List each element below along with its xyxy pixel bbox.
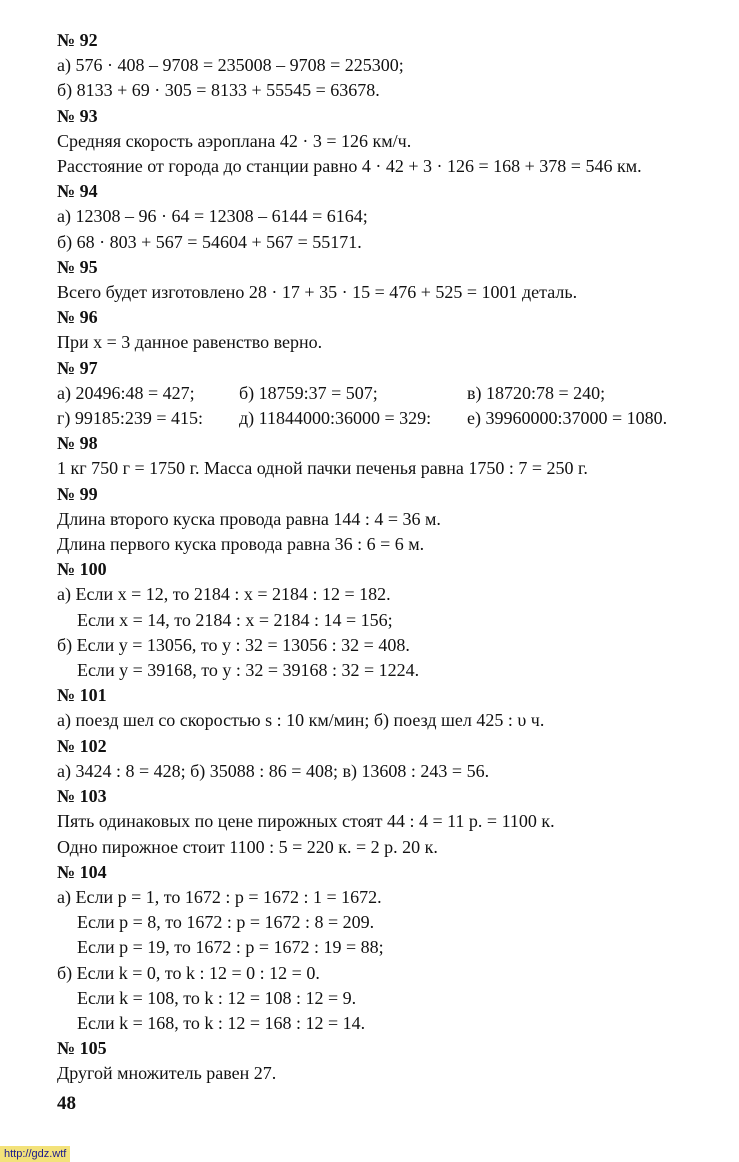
solution-cell: г) 99185:239 = 415:: [57, 408, 204, 429]
page-number: 48: [57, 1093, 76, 1114]
solution-line: Если x = 14, то 2184 : x = 2184 : 14 = 156;: [77, 609, 393, 630]
solution-line: б) 8133 + 69 · 305 = 8133 + 55545 = 63678.: [57, 80, 380, 101]
document-page: [57, 28, 707, 1087]
solution-line: При x = 3 данное равенство верно.: [57, 332, 323, 353]
solution-line: Средняя скорость аэроплана 42 · 3 = 126 км/ч.: [57, 130, 412, 151]
solution-line: Если y = 39168, то y : 32 = 39168 : 32 = 1224.: [77, 660, 420, 681]
solution-line: Другой множитель равен 27.: [57, 1063, 277, 1084]
solution-line: Длина первого куска провода равна 36 : 6 = 6 м.: [57, 534, 425, 555]
solution-cell: е) 39960000:37000 = 1080.: [467, 408, 668, 429]
solution-line: Если p = 8, то 1672 : p = 1672 : 8 = 209.: [77, 912, 375, 933]
problem-number-105: № 105: [57, 1038, 107, 1059]
solution-cell: д) 11844000:36000 = 329:: [239, 408, 432, 429]
solution-grid-row: [57, 406, 707, 431]
solution-line: а) 576 · 408 – 9708 = 235008 – 9708 = 225300;: [57, 55, 404, 76]
solution-line: Расстояние от города до станции равно 4 · 42 + 3 · 126 = 168 + 378 = 546 км.: [57, 156, 642, 177]
solution-line: Длина второго куска провода равна 144 : 4 = 36 м.: [57, 508, 441, 529]
problem-number-97: № 97: [57, 357, 98, 378]
solution-line: Если p = 19, то 1672 : p = 1672 : 19 = 88;: [77, 937, 384, 958]
solution-line: а) поезд шел со скоростью s : 10 км/мин; б) поезд шел 425 : υ ч.: [57, 710, 545, 731]
solution-line: б) 68 · 803 + 567 = 54604 + 567 = 55171.: [57, 231, 362, 252]
solution-line: а) Если p = 1, то 1672 : p = 1672 : 1 = 1672.: [57, 886, 382, 907]
solution-line: а) 3424 : 8 = 428; б) 35088 : 86 = 408; в) 13608 : 243 = 56.: [57, 760, 490, 781]
problem-number-92: № 92: [57, 30, 98, 50]
solution-line: а) Если x = 12, то 2184 : x = 2184 : 12 = 182.: [57, 584, 391, 605]
solution-cell: в) 18720:78 = 240;: [467, 382, 606, 403]
solution-cell: а) 20496:48 = 427;: [57, 382, 195, 403]
problem-number-95: № 95: [57, 256, 98, 277]
solution-line: Если k = 168, то k : 12 = 168 : 12 = 14.: [77, 1012, 366, 1033]
watermark-link[interactable]: http://gdz.wtf: [0, 1146, 70, 1162]
solution-line: Если k = 108, то k : 12 = 108 : 12 = 9.: [77, 987, 357, 1008]
solution-line: а) 12308 – 96 · 64 = 12308 – 6144 = 6164;: [57, 206, 368, 227]
problem-number-96: № 96: [57, 307, 98, 328]
solution-grid-row: [57, 381, 707, 406]
solution-line: 1 кг 750 г = 1750 г. Масса одной пачки печенья равна 1750 : 7 = 250 г.: [57, 458, 588, 479]
solution-line: Одно пирожное стоит 1100 : 5 = 220 к. = 2 р. 20 к.: [57, 836, 438, 857]
problem-number-103: № 103: [57, 786, 107, 807]
problem-number-104: № 104: [57, 861, 107, 882]
problem-number-101: № 101: [57, 685, 107, 706]
solution-line: б) Если k = 0, то k : 12 = 0 : 12 = 0.: [57, 962, 320, 983]
problem-number-98: № 98: [57, 433, 98, 454]
solution-cell: б) 18759:37 = 507;: [239, 382, 378, 403]
solution-line: Всего будет изготовлено 28 · 17 + 35 · 15 = 476 + 525 = 1001 деталь.: [57, 282, 578, 303]
solution-line: Пять одинаковых по цене пирожных стоят 44 : 4 = 11 р. = 1100 к.: [57, 811, 555, 832]
problem-number-102: № 102: [57, 735, 107, 756]
solution-line: б) Если y = 13056, то y : 32 = 13056 : 32 = 408.: [57, 634, 410, 655]
problem-number-94: № 94: [57, 181, 98, 202]
problem-number-93: № 93: [57, 105, 98, 126]
problem-number-99: № 99: [57, 483, 98, 504]
problem-number-100: № 100: [57, 559, 107, 580]
